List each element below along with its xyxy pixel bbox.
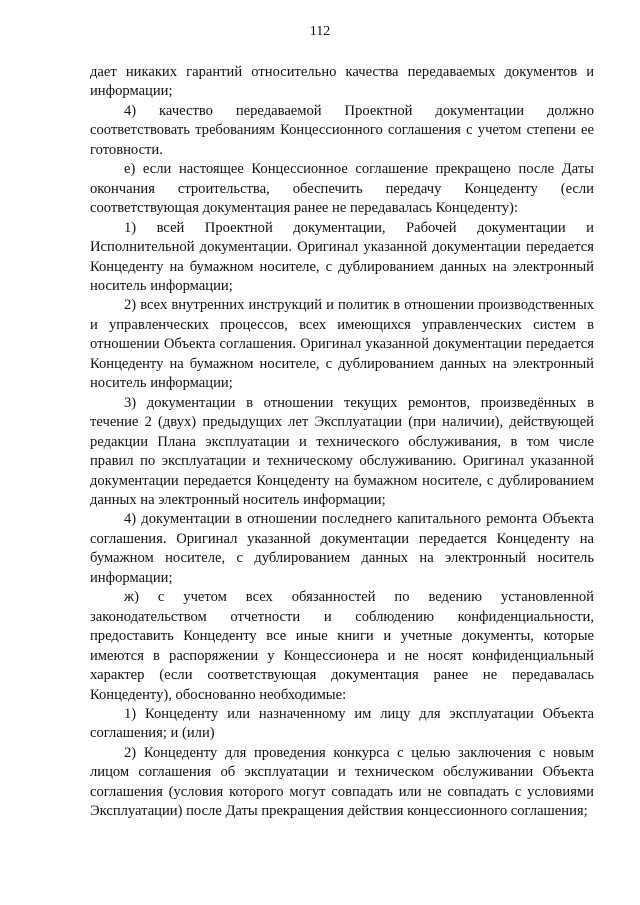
paragraph-item-4-quality: 4) качество передаваемой Проектной документации должно соответствовать требованиям Концессионного соглашения с учетом степени ее готовности.: [90, 102, 594, 158]
paragraph-e-item-2: 2) всех внутренних инструкций и политик в отношении производственных и управленческих процессов, всех имеющихся управленческих систем в отношении Объекта соглашения. Оригинал указанной документации передается Концеденту на бумажном носителе, с дублированием данных на электронный носитель информации;: [90, 297, 594, 392]
paragraph-continuation: дает никаких гарантий относительно качества передаваемых документов и информации;: [90, 64, 594, 100]
paragraph-zh-item-2: 2) Концеденту для проведения конкурса с целью заключения с новым лицом соглашения об эксплуатации и техническом обслуживании Объекта соглашения (условия которого могут совпадать или не совпадать с условиями Эксплуатации) после Даты прекращения действия концессионного соглашения;: [90, 744, 594, 820]
paragraph-zh-item-1: 1) Концеденту или назначенному им лицу для эксплуатации Объекта соглашения; и (или): [90, 705, 594, 742]
paragraph-e-item-1: 1) всей Проектной документации, Рабочей документации и Исполнительной документации. Оригинал указанной документации передается Концеденту на бумажном носителе, с дублированием данных на электронный носитель информации;: [90, 219, 594, 294]
document-body: [90, 63, 594, 822]
paragraph-e-item-4: 4) документации в отношении последнего капитального ремонта Объекта соглашения. Оригинал указанной документации передается Концеденту на бумажном носителе, с дублированием данных на электронный носитель информации;: [90, 511, 594, 586]
paragraph-clause-zh: ж) с учетом всех обязанностей по ведению установленной законодательством отчетности и соблюдению конфиденциальности, предоставить Концеденту все иные книги и учетные документы, которые имеются в распоряжении у Концессионера и не носят конфиденциальный характер (если соответствующая документация ранее не передавалась Концеденту), обоснованно необходимые:: [90, 589, 594, 703]
page-number: 112: [309, 24, 331, 39]
paragraph-clause-e: е) если настоящее Концессионное соглашение прекращено после Даты окончания строительства, обеспечить передачу Концеденту (если соответствующая документация ранее не передавалась Концеденту):: [90, 161, 594, 217]
paragraph-e-item-3: 3) документации в отношении текущих ремонтов, произведённых в течение 2 (двух) предыдущих лет Эксплуатации (при наличии), действующей редакции Плана эксплуатации и технического обслуживания, в том числе правил по эксплуатации и техническому обслуживанию. Оригинал указанной документации передается Концеденту на бумажном носителе, с дублированием данных на электронный носитель информации;: [90, 394, 594, 508]
